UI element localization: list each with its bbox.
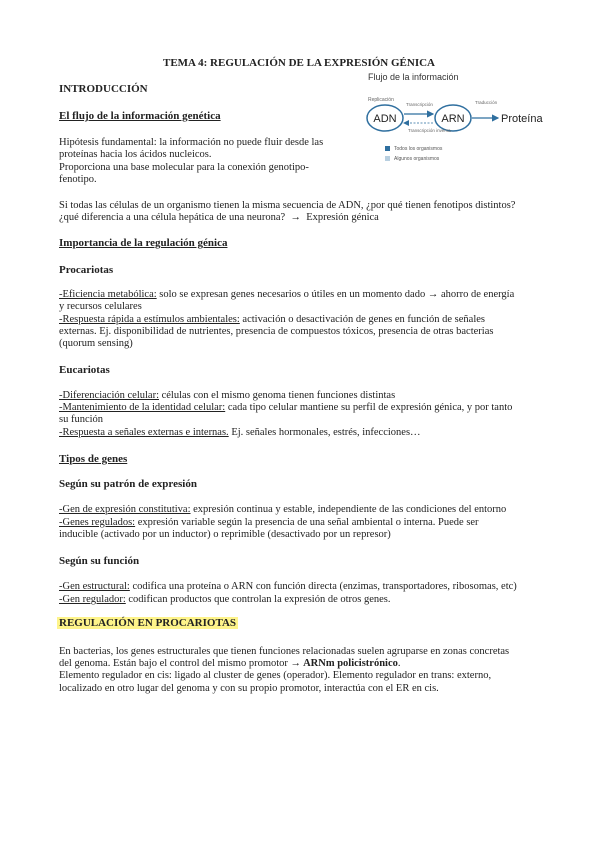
pattern-heading: Según su patrón de expresión	[59, 478, 197, 490]
question-line-1: Si todas las células de un organismo tienen la misma secuencia de ADN, ¿por qué tienen fenotipos distintos?	[59, 200, 516, 211]
replication-label: Replicación	[368, 97, 394, 103]
pattern-line-2: -Genes regulados: expresión variable según la presencia de una señal ambiental o interna. Puede ser	[59, 517, 479, 528]
reverse-transcription-label: Transcripción inversa	[408, 128, 451, 133]
prok-reg-line-4: localizado en otro lugar del genoma y con su propio promotor, interactúa con el ER en cis.	[59, 683, 439, 694]
types-heading: Tipos de genes	[59, 453, 128, 465]
pattern-line-3: inducible (activado por un inductor) o reprimible (desactivado por un represor)	[59, 529, 391, 540]
prok-reg-line-1: En bacterias, los genes estructurales que tienen funciones relacionadas suelen agruparse en zonas concretas	[59, 646, 510, 657]
prok-line-4: externas. Ej. disponibilidad de nutrientes, presencia de compuestos tóxicos, presencia de otras bacterias	[59, 326, 494, 337]
eukaryotes-heading: Eucariotas	[59, 364, 110, 376]
intro-line-3: Proporciona una base molecular para la conexión genotipo-	[59, 162, 309, 173]
legend-swatch-1	[385, 146, 390, 151]
importance-heading: Importancia de la regulación génica	[59, 237, 228, 249]
legend-label-1: Todos los organismos	[394, 146, 443, 152]
prok-reg-line-2: del genoma. Están bajo el control del mismo promotor → ARNm policistrónico.	[59, 658, 401, 669]
euk-line-2: -Mantenimiento de la identidad celular: cada tipo celular mantiene su perfil de expresión génica, y por tanto	[59, 402, 513, 413]
prok-regulation-heading: REGULACIÓN EN PROCARIOTAS	[59, 617, 237, 629]
info-flow-diagram	[360, 70, 560, 166]
page-title: TEMA 4: REGULACIÓN DE LA EXPRESIÓN GÉNICA	[163, 57, 435, 69]
transcription-label: Transcripción	[406, 102, 433, 107]
legend-swatch-2	[385, 156, 390, 161]
diagram-title: Flujo de la información	[368, 72, 459, 82]
function-heading: Según su función	[59, 555, 140, 567]
prok-line-1: -Eficiencia metabólica: solo se expresan genes necesarios o útiles en un momento dado → ahorro de energía	[59, 289, 515, 300]
prok-line-5: (quorum sensing)	[59, 338, 133, 349]
euk-line-3: su función	[59, 414, 104, 425]
euk-line-1: -Diferenciación celular: células con el mismo genoma tienen funciones distintas	[59, 390, 396, 401]
adn-node-label: ADN	[373, 113, 397, 125]
arn-node-label: ARN	[441, 113, 465, 125]
prok-reg-line-3: Elemento regulador en cis: ligado al cluster de genes (operador). Elemento regulador en trans: externo,	[59, 670, 492, 681]
pattern-line-1: -Gen de expresión constitutiva: expresión continua y estable, independiente de las condiciones del entorno	[59, 504, 507, 515]
function-line-1: -Gen estructural: codifica una proteína o ARN con función directa (enzimas, transportadores, ribosomas, etc)	[59, 581, 517, 592]
function-line-2: -Gen regulador: codifican productos que controlan la expresión de otros genes.	[59, 594, 391, 605]
protein-node-label: Proteína	[501, 113, 543, 125]
translation-label: Traducción	[475, 100, 498, 105]
legend-label-2: Algunos organismos	[394, 156, 440, 162]
question-line-2: ¿qué diferencia a una célula hepática de una neurona? → Expresión génica	[59, 212, 379, 223]
intro-heading: INTRODUCCIÓN	[59, 83, 148, 95]
prok-line-2: y recursos celulares	[59, 301, 142, 312]
prokaryotes-heading: Procariotas	[59, 264, 114, 276]
prok-line-3: -Respuesta rápida a estímulos ambientales: activación o desactivación de genes en función de señales	[59, 314, 485, 325]
intro-line-4: fenotipo.	[59, 174, 97, 185]
intro-line-1: Hipótesis fundamental: la información no puede fluir desde las	[59, 137, 324, 148]
intro-subheading: El flujo de la información genética	[59, 110, 221, 122]
intro-line-2: proteínas hacia los ácidos nucleicos.	[59, 149, 212, 160]
euk-line-4: -Respuesta a señales externas e internas. Ej. señales hormonales, estrés, infecciones…	[59, 427, 421, 438]
